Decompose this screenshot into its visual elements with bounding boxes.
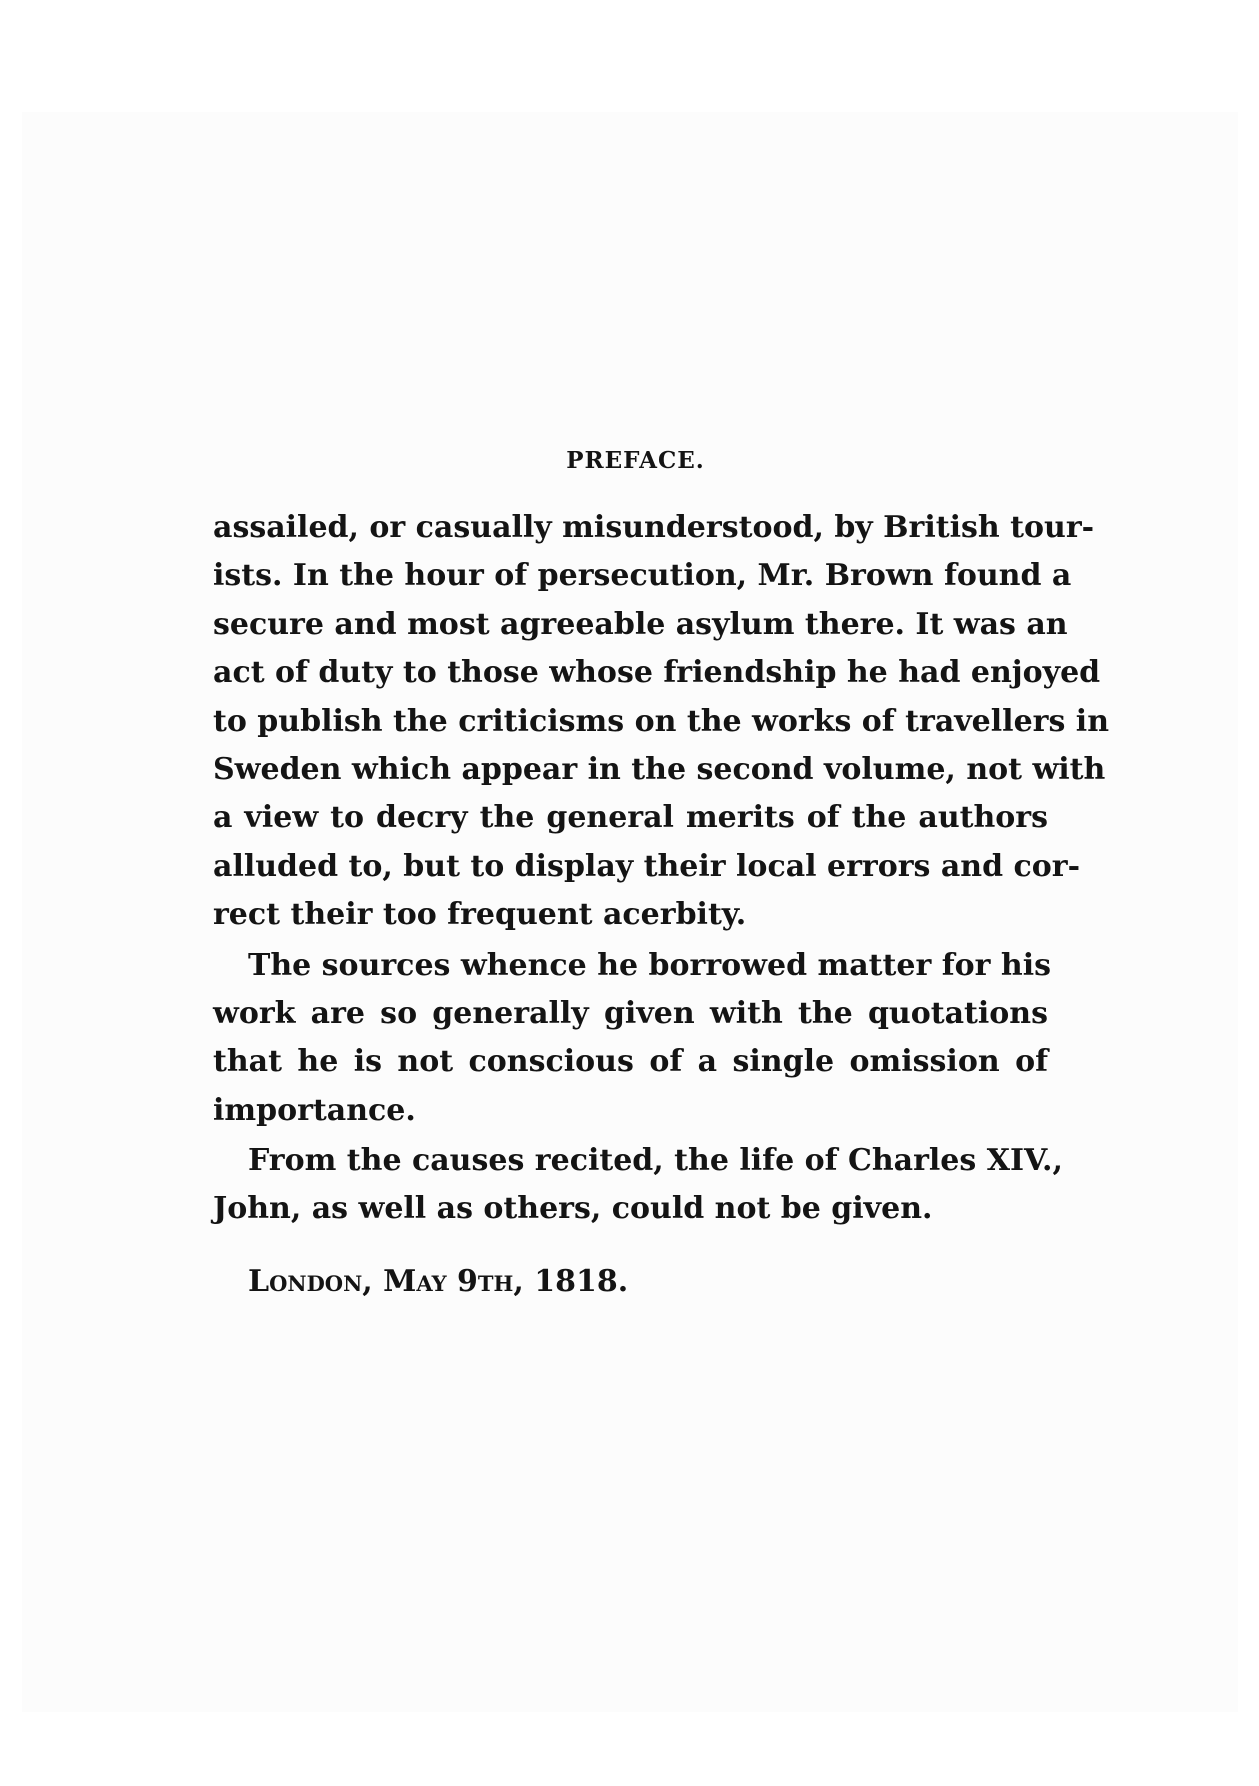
text-line: to publish the criticisms on the works of travellers in [213, 703, 1110, 739]
text-line: secure and most agreeable asylum there. It was an [213, 606, 1068, 642]
text-line: From the causes recited, the life of Charles XIV., [248, 1143, 1063, 1179]
preface-text [213, 446, 1110, 1306]
text-line: rect their too frequent acerbity. [213, 897, 747, 933]
text-line: assailed, or casually misunderstood, by British tour- [213, 510, 1095, 545]
text-line: that he is not conscious of a single omission of [213, 1044, 1048, 1080]
text-line: alluded to, but to display their local errors and cor- [213, 848, 1081, 884]
paragraph-2 [213, 942, 1051, 1136]
text-line: work are so generally given with the quotations [213, 995, 1048, 1031]
text-line: a view to decry the general merits of the authors [213, 800, 1048, 836]
paragraph-3 [213, 1137, 1063, 1234]
text-line: Sweden which appear in the second volume, not with [213, 751, 1106, 787]
paragraph-1 [213, 504, 1110, 940]
text-line: John, as well as others, could not be given. [213, 1191, 933, 1227]
text-line: act of duty to those whose friendship he had enjoyed [213, 655, 1101, 691]
text-line: ists. In the hour of persecution, Mr. Brown found a [213, 558, 1072, 594]
place-date-signature: London, May 9th, 1818. [248, 1263, 629, 1299]
running-head: PREFACE. [566, 447, 705, 474]
text-line: importance. [213, 1092, 416, 1128]
text-line: The sources whence he borrowed matter for his [248, 947, 1051, 983]
